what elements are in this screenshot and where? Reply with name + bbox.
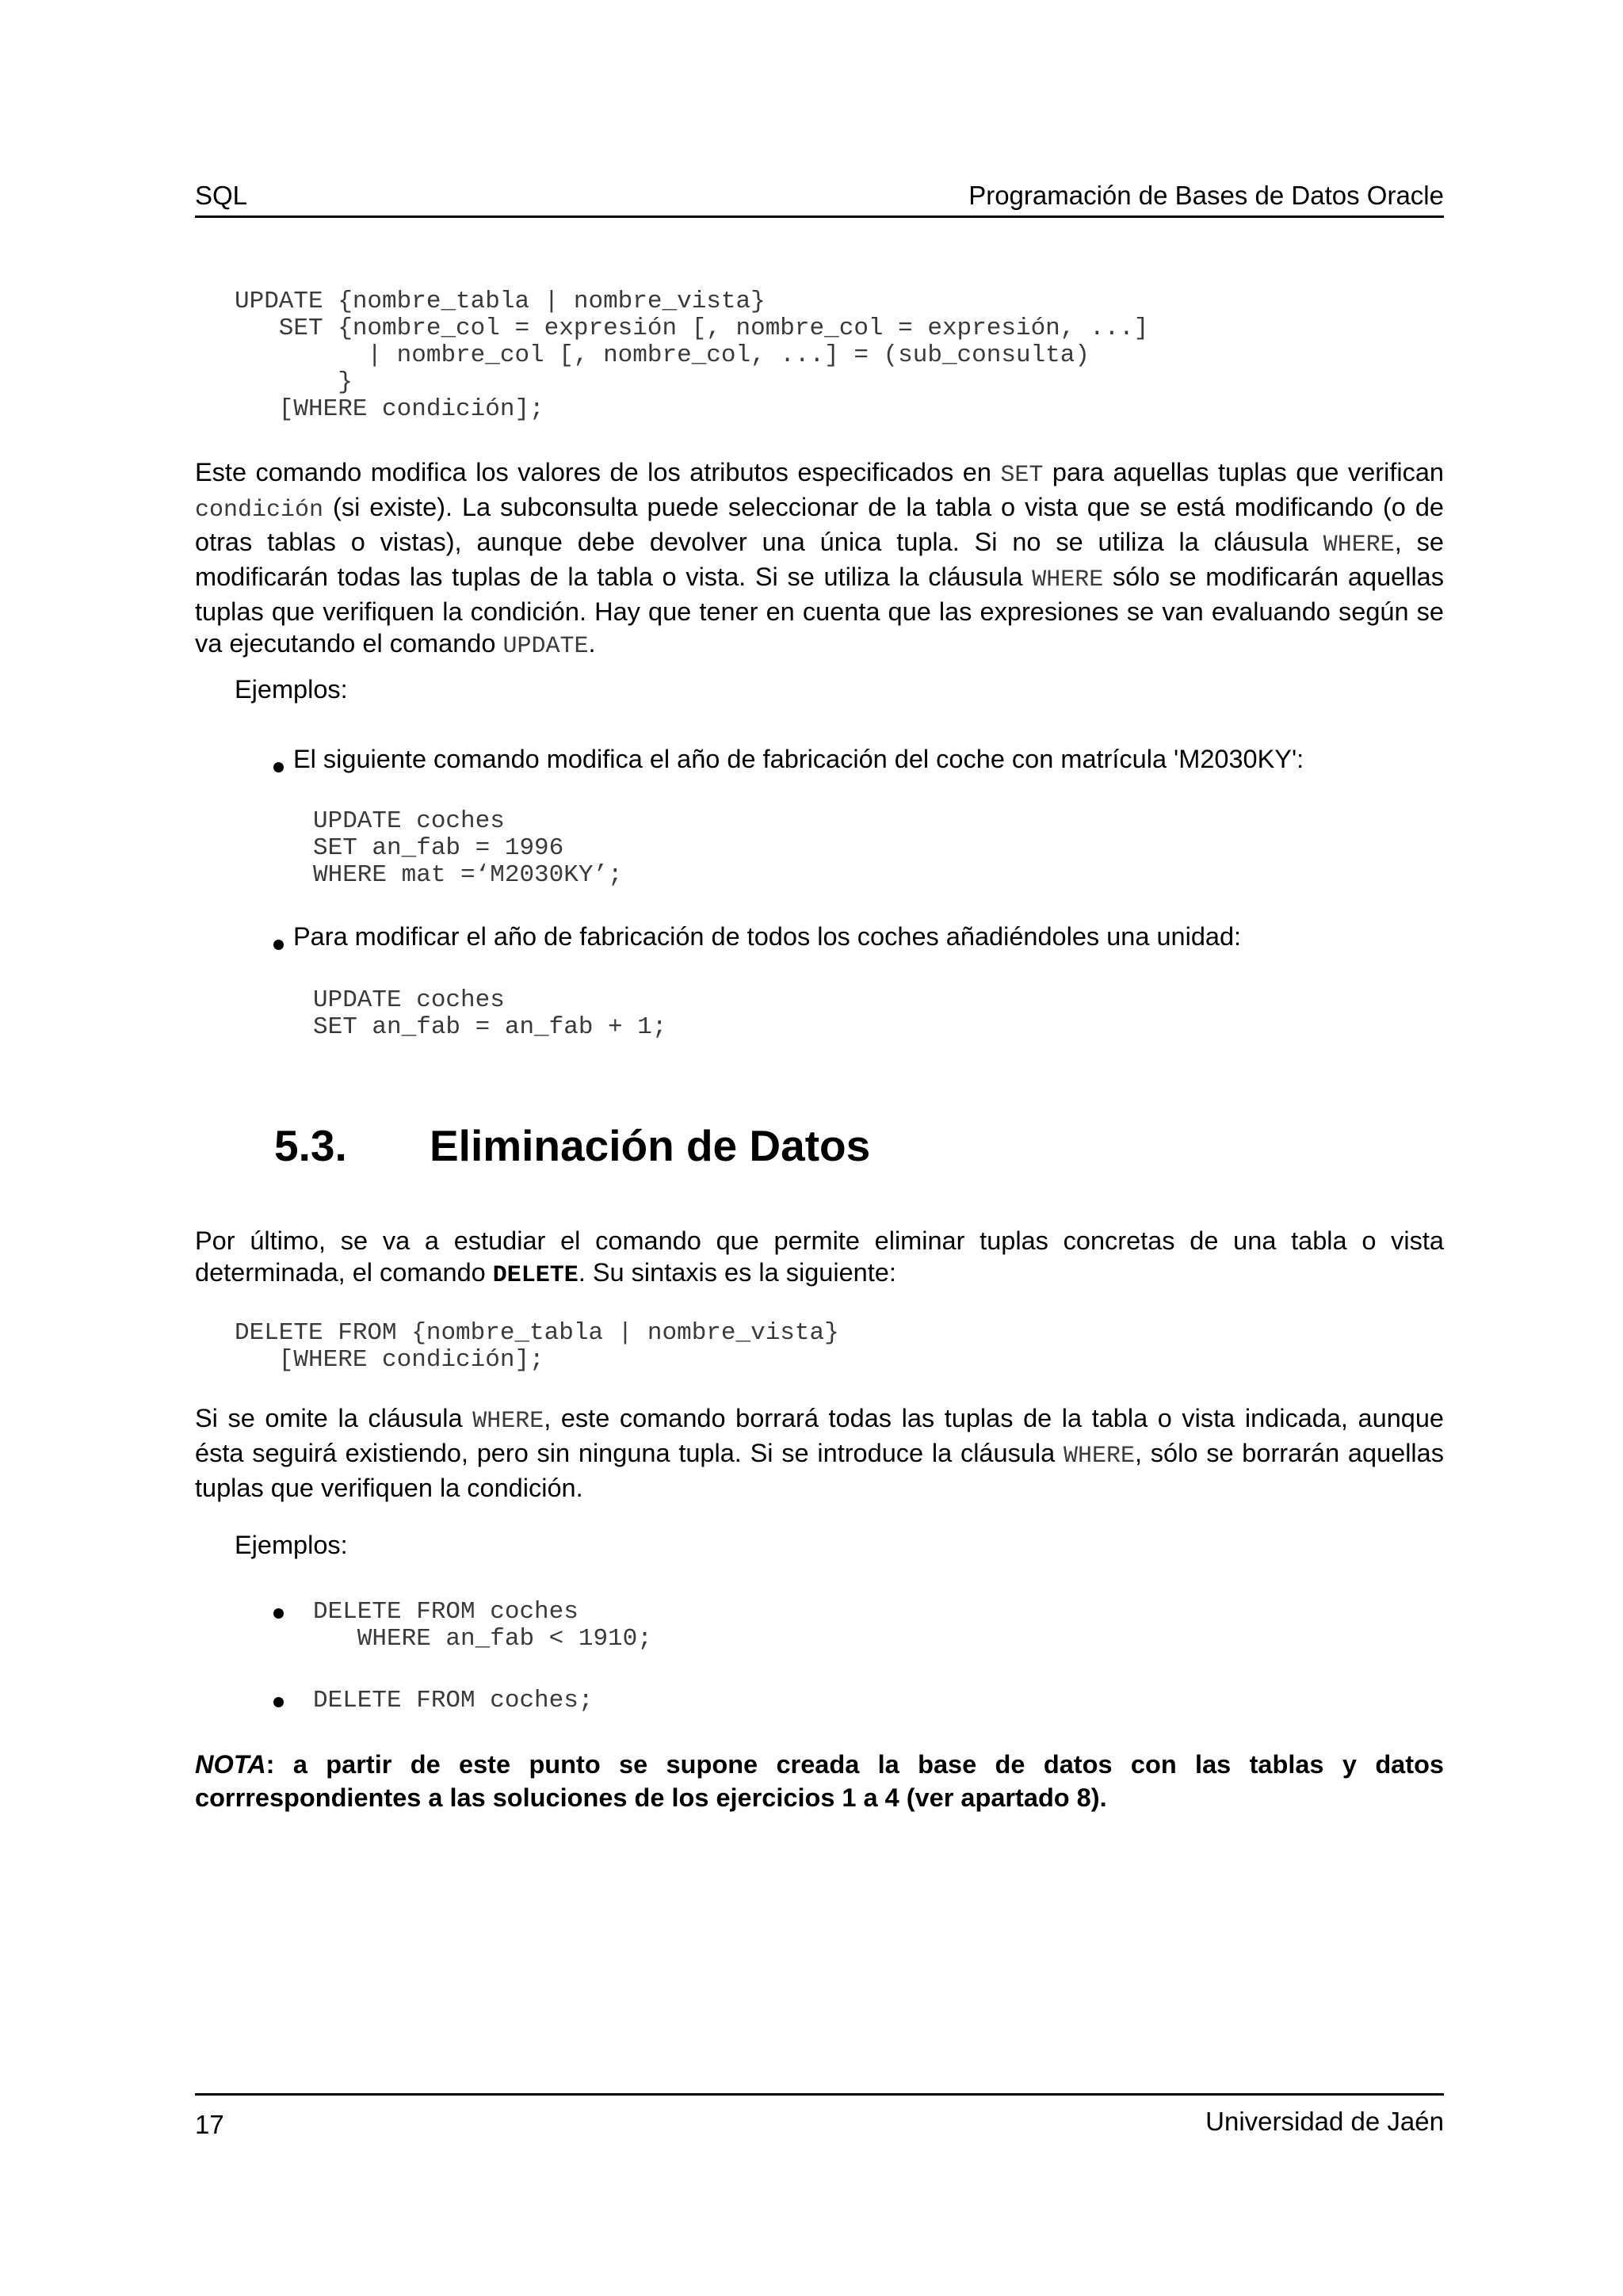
delete-syntax-code: DELETE FROM {nombre_tabla | nombre_vista} [WHERE condición]; xyxy=(235,1319,839,1374)
section-title: Eliminación de Datos xyxy=(430,1121,871,1170)
page-header xyxy=(195,176,1444,218)
bullet-icon xyxy=(273,762,284,772)
page-footer xyxy=(195,2093,1444,2139)
page-number: 17 xyxy=(195,2110,224,2139)
section-number: 5.3. xyxy=(274,1121,347,1170)
note-paragraph xyxy=(195,1748,1444,1814)
update-example-text: El siguiente comando modifica el año de fabricación del coche con matrícula 'M2030KY': xyxy=(293,745,1304,773)
delete-description: Si se omite la cláusula WHERE, este comando borrará todas las tuplas de la tabla o vista indicada, aunque ésta seguirá existiendo, pero sin ninguna tupla. Si se introduce la cláusula WHERE, sólo se borrarán aquellas tuplas que verifiquen la condición. xyxy=(195,1404,1444,1502)
header-right: Programación de Bases de Datos Oracle xyxy=(968,181,1444,210)
update-example-text: Para modificar el año de fabricación de todos los coches añadiéndoles una unidad: xyxy=(293,922,1242,951)
delete-example-code: DELETE FROM coches WHERE an_fab < 1910; xyxy=(313,1598,652,1653)
delete-intro: Por último, se va a estudiar el comando que permite eliminar tuplas concretas de una tabla o vista determinada, el comando DELETE. Su sintaxis es la siguiente: xyxy=(195,1226,1444,1289)
examples-label: Ejemplos: xyxy=(235,1531,348,1559)
delete-example-code: DELETE FROM coches; xyxy=(313,1687,594,1714)
footer-right: Universidad de Jaén xyxy=(1205,2107,1444,2136)
examples-label: Ejemplos: xyxy=(235,675,348,704)
note-text: : a partir de este punto se supone creada la base de datos con las tablas y datos corrrespondientes a las soluciones de los ejercicios 1 a 4 (ver apartado 8). xyxy=(195,1750,1444,1812)
update-description: Este comando modifica los valores de los atributos especificados en SET para aquellas tuplas que verifican condición (si existe). La subconsulta puede seleccionar de la tabla o vista que se está modificando (o de otras tablas o vistas), aunque debe devolver una única tupla. Si no se utiliza la cláusula WHERE, se modificarán todas las tuplas de la tabla o vista. Si se utiliza la cláusula WHERE sólo se modificarán aquellas tuplas que verifiquen la condición. Hay que tener en cuenta que las expresiones se van evaluando según se va ejecutando el comando UPDATE. xyxy=(195,458,1444,660)
header-left: SQL xyxy=(195,181,248,210)
note-label: NOTA xyxy=(195,1750,266,1779)
bullet-icon xyxy=(273,1697,284,1707)
update-example-code: UPDATE coches SET an_fab = 1996 WHERE mat =‘M2030KY’; xyxy=(313,807,623,889)
bullet-icon xyxy=(273,940,284,950)
update-syntax-code: UPDATE {nombre_tabla | nombre_vista} SET {nombre_col = expresión [, nombre_col = expresión, ...] | nombre_col [, nombre_col, ...] = (sub_consulta) } [WHERE condición]; xyxy=(235,288,1149,423)
update-example-code: UPDATE coches SET an_fab = an_fab + 1; xyxy=(313,986,667,1041)
bullet-icon xyxy=(273,1608,284,1619)
